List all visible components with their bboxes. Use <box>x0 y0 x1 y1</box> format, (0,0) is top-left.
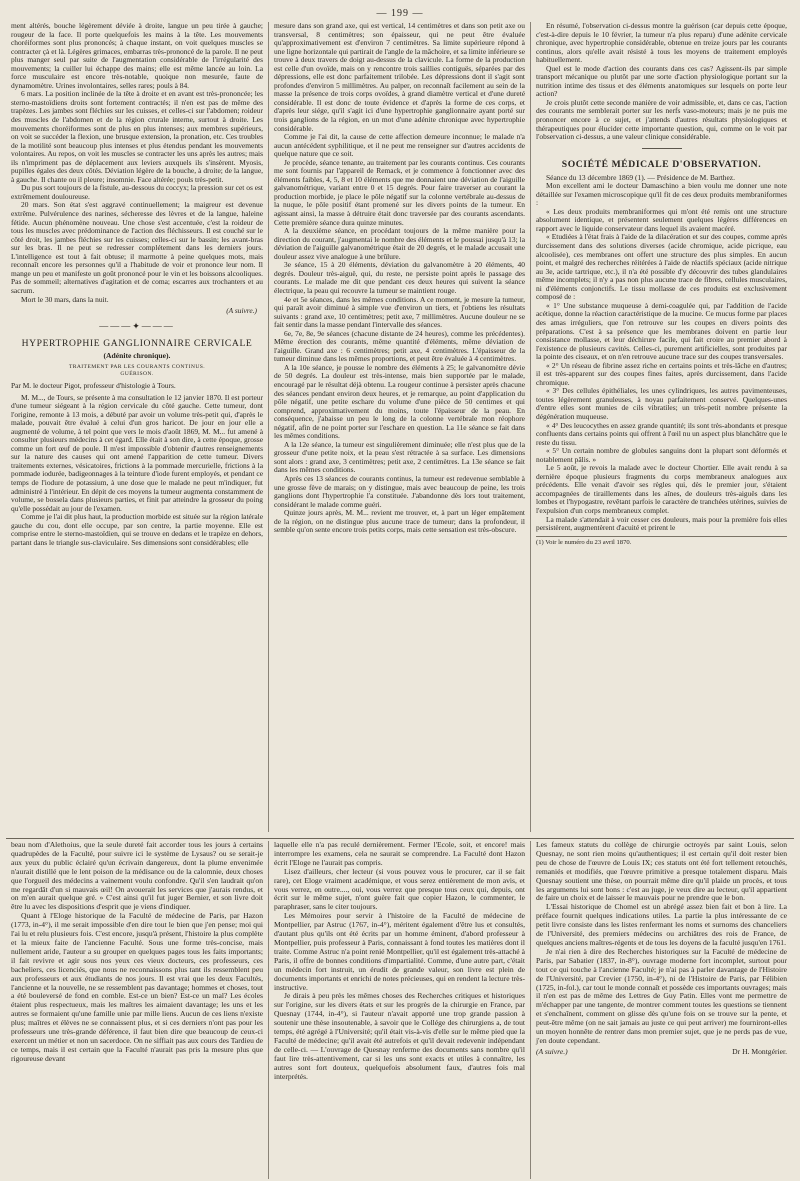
paragraph: « 4° Des leucocythes en assez grande quantité; ils sont très-abondants et presque confluents dans certains points qui offrent à l'œil nu un aspect plus blanchâtre que le reste du tissu. <box>536 420 787 447</box>
society-title: SOCIÉTÉ MÉDICALE D'OBSERVATION. <box>561 158 762 170</box>
paragraph: Je crois plutôt cette seconde manière de voir admissible, et, dans ce cas, l'action des courants me semblerait porter sur les nerfs vaso-moteurs; mais je ne puis me prononcer encore à ce sujet, et j'attends d'autres résultats physiologiques et thérapeutiques pour élucider cette importante question, qui, comme on le voit par l'observation ci-dessus, a une valeur clinique considérable. <box>536 97 787 142</box>
to-be-continued: (A suivre.) <box>226 306 257 316</box>
paragraph: ment altérés, bouche légèrement déviée à droite, langue un peu tirée à gauche; rougeur de la face. Il porte quelquefois les mains à la tête. Les mouvements choréiformes sont plus prononcés; à chaque instant, on voit quelques muscles se contracter çà et là. Légères grimaces, embarras très-prononcé de la parole. Il ne peut plus manger seul par suite de l'augmentation considérable de l'irrégularité des mouvements; la cuiller lui échappe des mains; elle est même lancée au loin. La force musculaire est encore très-notable, quoique non mesurée, faute de dynamomètre. Urines involontaires, selles rares; pouls à 84. <box>11 22 263 90</box>
paragraph: Quel est le mode d'action des courants dans ces cas? Agissent-ils par simple transport mécanique ou plutôt par une sorte d'action physiologique portant sur la nutrition intime des tissus et des éléments anatomiques sur lesquels on porte leur action? <box>536 63 787 99</box>
paragraph: « Etudiées à l'état frais à l'aide de la dilacération et sur des coupes, comme après durcissement dans des solutions diverses (acide chromique, acide picrique, eau alcoolisée), ces membranes ont offert une structure des plus simples. En aucun point, et malgré des recherches réitérées à l'aide de réactifs spéciaux (acide nitrique au 3e, acide tartrique, etc.), il n'a été possible d'y découvrir des tubes glandulaires même incomplets; il n'y a pas non plus aucune trace de fibres, cellules musculaires, ni d'éléments conjonctifs. Le tissu mollasse de ces produits est exclusivement composé de : <box>536 232 787 302</box>
paragraph: « 5° Un certain nombre de globules sanguins dont la plupart sont déformés et notablement pâlis. » <box>536 446 787 464</box>
paragraph: 3e séance, 15 à 20 éléments, déviation du galvanomètre à 20 éléments, 40 degrés. Douleur très-aiguë, qui, du reste, ne persiste point après le passage des courants. Le malade me dit que pendant ces deux heures qui suivent la séance électrique, la peau qui recouvre la tumeur se maintient rouge. <box>274 260 525 295</box>
paragraph: mesure dans son grand axe, qui est vertical, 14 centimètres et dans son petit axe ou transversal, 8 centimètres; son épaisseur, qui ne peut être évaluée qu'approximativement est d'environ 7 centimètres. Sa limite supérieure répond à une ligne horizontale qui partirait de l'angle de la mâchoire, et sa limite inférieure se trouve à deux travers de doigt au-dessus de la clavicule. La forme de la production est celle d'un ovoïde, mais on y rencontre trois saillies contiguës, séparées par des dépressions, elle est donc parfaitement trilobée. Les dépressions dont il s'agit sont profondes d'environ 5 millimètres. Au palper, on reconnaît facilement au sein de la masse la présence de trois corps ovoïdes, à grand diamètre vertical et d'une dureté considérable. Il est donc de toute évidence et d'après la forme de ces corps, et d'après leur siége, qu'il s'agit ici d'une hypertrophie ganglionnaire ayant porté sur trois ganglions de la région, en un mot d'une adénite chronique avec hypertrophie considérable. <box>274 22 525 133</box>
paragraph: laquelle elle n'a pas reculé dernièrement. Fermer l'Ecole, soit, et encore! mais interrompre les examens, cela ne saurait se comprendre. La Faculté dont Hazon écrit l'Eloge ne l'aurait pas compris. <box>274 841 525 867</box>
paragraph: 6e, 7e, 8e, 9e séances (chacune distante de 24 heures), comme les précédentes). Même érection des courants, même quantité d'éléments, même déviation de l'aiguille. Grand axe : 6 centimètres; petit axe, 4 centimètres. L'épaisseur de la tumeur diminue dans les mêmes proportions, et peut être évaluée à 4 centimètres. <box>274 328 525 364</box>
ornament-divider: ———✦——— <box>99 321 175 332</box>
paragraph: Après ces 13 séances de courants continus, la tumeur est redevenue semblable à une grosse fève de marais; on y distingue, mais avec beaucoup de peine, les trois ganglions dont l'hypertrophie l'a constituée. J'abandonne dès lors tout traitement, considérant le malade comme guéri. <box>274 473 525 509</box>
to-be-continued: (A suivre.) <box>536 1046 568 1056</box>
paragraph: Les Mémoires pour servir à l'histoire de la Faculté de médecine de Montpellier, par Astruc (1767, in-4°), méritent également d'être lus et consultés, d'autant plus qu'ils ont été écrits par un homme éminent, d'abord professeur à Montpellier, puis professeur à Paris, connaissant à fond toutes les matières dont il traite. Comme Astruc n'a point renié Montpellier, qu'il est également très-attaché à Paris, il offre de bonnes conditions d'impartialité. Comme, d'une autre part, c'était un médecin fort instruit, un érudit de grande valeur, son livre est plein de documents importants et enrichi de notes précieuses, qui en rendent la lecture très-instructive. <box>274 911 525 992</box>
article-title: HYPERTROPHIE GANGLIONNAIRE CERVICALE <box>21 338 253 350</box>
paragraph: Du pus sort toujours de la fistule, au-dessous du coccyx; la pression sur cet os est extrêmement douloureuse. <box>11 183 263 201</box>
paragraph: La malade s'attendait à voir cesser ces douleurs, mais pour la première fois elles persistèrent, augmentèrent d'acuité et prirent le <box>536 514 787 533</box>
paragraph: A la 12e séance, la tumeur est singulièrement diminuée; elle n'est plus que de la grosseur d'une petite noix, et la peau s'est rétractée à sa surface. Les dimensions sont alors : grand axe, 3 centimètres; petit axe, 2 centimètres. La 13e séance se fait dans les mêmes conditions. <box>274 439 525 475</box>
paragraph: « 2° Un réseau de fibrine assez riche en certains points et très-lâche en d'autres; il est très-apparent sur des coupes fines faites, après durcissement, dans l'acide chromique. <box>536 360 787 387</box>
paragraph: En résumé, l'observation ci-dessus montre la guérison (car depuis cette époque, c'est-à-dire depuis le 10 février, la tumeur n'a plus reparu) d'une adénite cervicale chronique, avec hypertrophie considérable, obtenue en treize jours par les courants continus, alors qu'elle avait résisté à tous les moyens de traitement employés habituellement. <box>536 22 787 65</box>
paragraph: Comme je l'ai dit plus haut, la production morbide est située sur la région latérale gauche du cou, dont elle occupe, par son centre, la partie moyenne. Elle est comprise entre le sterno-mastoïdien, qui se trouve en dedans et le trapèze en dehors, partant dans le triangle sus-claviculaire. Ses dimensions sont considérables; elle <box>11 512 263 547</box>
paragraph: 20 mars. Son état s'est aggravé continuellement; la maigreur est devenue extrême. Pulvérulence des narines, sécheresse des lèvres et de la langue, haleine fétide. Aucun phénomène nouveau. Une chose s'est accentuée, c'est la roideur de tous les muscles avec prédominance de l'action des fléchisseurs. Il est couché sur le côté droit, les jambes fléchies sur les cuisses; celles-ci sur le bassin; les avant-bras sur les bras. Il ne peut se redresser complétement dans les derniers jours. L'intelligence est tout à fait obtuse; il marmotte à peine quelques mots, mais reconnaît encore les personnes qu'il a l'habitude de voir et prononce leur nom. Il mange un peu et manifeste un goût prononcé pour le vin et les boissons alcooliques. Pas de sommeil; alternatives d'agitation et de coma; escarres aux trochanters et au sacrum. <box>11 200 263 295</box>
paragraph: 4e et 5e séances, dans les mêmes conditions. A ce moment, je mesure la tumeur, qui paraît avoir diminué à simple vue d'environ un tiers, et j'obtiens les résultats suivants : grand axe, 10 centimètres; petit axe, 7 millimètres. Aucune douleur ne se fait sentir dans la masse pendant l'intervalle des séances. <box>274 294 525 330</box>
paragraph: Le 5 août, je revois la malade avec le docteur Chortier. Elle avait rendu à sa dernière époque plusieurs fragments du corps membraneux analogues aux précédents. Elle venait d'avoir ses règles qui, dès le premier jour, s'étaient accompagnées de tiraillements dans les aînes, de douleurs très-aiguës dans les lombes et l'hypogastre, revêtant parfois le caractère de tranchées utérines, suivies de l'expulsion d'un corps membraneux complet. <box>536 463 787 515</box>
top-section <box>6 22 794 832</box>
page-number: — 199 — <box>376 8 424 19</box>
paragraph: Quinze jours après, M. M... revient me trouver, et, à part un léger empâtement de la région, on ne distingue plus aucune trace de tumeur; dans la profondeur, il semble qu'on sente encore trois petits corps, mais cette sensation est très-obscure. <box>274 508 525 535</box>
paragraph: Lisez d'ailleurs, cher lecteur (si vous pouvez vous le procurer, car il se fait rare), cet Eloge vraiment académique, et vous serez entièrement de mon avis, et vous verrez, en outre...., oui, vous verrez que presque tous ceux qui, depuis, ont écrit sur le même sujet, n'ont guère fait que copier Hazon, le commenter, le paraphraser, sans le citer toujours. <box>274 866 525 912</box>
feuilleton-signoff <box>536 1047 787 1056</box>
paragraph: beau nom d'Alethoius, que la seule dureté fait accorder tous les jours à certains quadrupèdes de la Faculté, pour suivre ici le système de Lysaus? ou se serait-je aux yeux du public éclairé qu'un écrivain dangereux, dont la plume envenimée n'aurait distillé que le lent poison de la médisance ou de la calomnie, deux choses que l'orgueil des médecins a vainement voulu confondre. Qu'il s'en laudrait qu'on me regardât d'un si mauvais œil! On avouerait les services que j'aurais rendus, et on m'en aurait quelque gré. » C'est ainsi qu'il fut juger Bernier, et son livre doit être lu avec les dispositions d'esprit que je viens d'indiquer. <box>11 841 263 912</box>
feuilleton-middle-column <box>268 841 530 1179</box>
paragraph: L'Essai historique de Chomel est un abrégé assez bien fait et bon à lire. La préface fournit quelques indications utiles. La partie la plus intéressante de ce petit livre consiste dans les listes renfermant les noms et surnoms des chanceliers de l'Université, des premiers médecins ou archiâtres des rois de France, de quelques anciens maîtres-régents et de tous les doyens de la faculté jusqu'en 1761. <box>536 902 787 947</box>
paragraph: Je procède, séance tenante, au traitement par les courants continus. Ces courants me sont fournis par l'appareil de Remack, et je commence à fonctionner avec des éléments faibles, 4, 5, 8 et 10 éléments que me donnaient une déviation de l'aiguille galvanométrique, variant entre 0 et 15 degrés. Pour faire traverser au courant la production morbide, je place le pôle négatif sur la colonne vertébrale au-dessus de la nuque, le pôle positif étant promené sur les divers points de la tumeur. En agissant ainsi, la masse à détruire était donc traversée par des courants ascendants. Cette première séance dura quinze minutes. <box>274 157 525 227</box>
feuilleton-left-column <box>6 841 268 1179</box>
article-method: TRAITEMENT PAR LES COURANTS CONTINUS. <box>68 364 206 371</box>
section-rule <box>642 148 682 149</box>
paragraph: « 3° Des cellules épithéliales, les unes cylindriques, les autres pavimenteuses, toutes légèrement granuleuses, à noyau parfaitement conservé. Quelques-unes d'entre elles sont munies de cils vibratiles; un très-petit nombre présente la dégénération muqueuse. <box>536 386 787 421</box>
paragraph: Je dirais à peu près les mêmes choses des Recherches critiques et historiques sur l'origine, sur les divers états et sur les progrès de la chirurgie en France, par Quesnay (1744, in-4°), si l'auteur n'avait apporté une trop grande passion à soutenir une thèse insoutenable, à savoir que le Collége des chirurgiens a, de tout temps, été agrégé à l'Université; qu'il était vis-à-vis d'elle sur le même pied que la Faculté de médecine; qu'il avait été autrefois et qu'il devait redevenir indépendant de celle-ci. — L'ouvrage de Quesnay renferme des documents sans nombre qu'il faut lire très-attentivement, car si les uns sont exacts et utiles à connaître, les autres sont fort douteux, quelquefois absolument faux, d'autres fois mal interprétés. <box>274 991 525 1081</box>
paragraph: A la 10e séance, je pousse le nombre des éléments à 25; le galvanomètre dévie de 50 degrés. La douleur est très-intense, mais bien supportée par le malade, encouragé par le résultat déjà obtenu. La rougeur continue à persister après chacune des séances pendant environ deux heures, et je remarque, au point d'application du pôle négatif, une petite eschare du volume d'une pièce de 50 centimes et qui comprend, approximativement du moins, toute l'épaisseur de la peau. En conséquence, j'abaisse un peu le long de la colonne vertébrale mon réophore négatif, afin de ne point porter sur l'eschare en question. La 11e séance se fait dans les mêmes conditions. <box>274 362 525 441</box>
paragraph: Quant à l'Eloge historique de la Faculté de médecine de Paris, par Hazon (1773, in-4°), il me serait impossible d'en dire tout le bien que j'en pense; moi qui l'ai lu et relu plusieurs fois. C'est encore, jusqu'à présent, l'histoire la plus complète et la mieux faite de l'ancienne Faculté. Sous une forme très-concise, mais nullement aride, l'auteur a su grouper en quelques pages tous les faits importants; il fait revivre et agir sous nos yeux ces vieux docteurs, ces professeurs, ces bacheliers, ces licenciés, que nous ne reconnaissons plus tant ils ressemblent peu aux professeurs et aux étudiants de nos jours. Il est vrai que les deux Facultés, l'ancienne et la nouvelle, ne se ressemblent pas davantage; hommes et choses, tout a été bouleversé de fond en comble. Est-ce un bien? Est-ce un mal? Les écoles étaient plus respectueux, mais les maîtres les aimaient davantage; les uns et les autres se formaient qu'une famille unie par mille liens. Aucun de ces liens n'existe plus; maîtres et élèves ne se connaissent plus, et si ces derniers n'ont pas pour les professeurs une très-grande déférence, il faut bien dire que beaucoup de ceux-ci exercent un métier et non un sacerdoce. On ne siffiait pas aux cours des Tardieu de ce temps, mais il est certain que la Faculté n'aurait pas pris la mesure plus que rigoureuse devant <box>11 911 263 1063</box>
paragraph: 6 mars. La position inclinée de la tête à droite et en avant est très-prononcée; les sterno-mastoïdiens droits sont fortement contractés; il n'en est pas de même des trapèzes. Les jambes sont fléchies sur les cuisses, et celles-ci sur l'abdomen; roideur des muscles de l'abdomen et de la région crurale interne, surtout à droite. Les mouvements choréiformes sont de plus en plus intenses; aux membres supérieurs, on voit se succéder la flexion, une brusque extension, la pronation, etc. Ces troubles de la motilité sont beaucoup plus intenses et plus étendus pendant les mouvements volontaires. Au repos, on voit les muscles se contracter les uns après les autres; mais ils n'impriment pas de déplacement aux leviers auxquels ils s'insèrent. Myosis, pupilles égales des deux côtés. Déviation légère de la bouche, à droite; de la langue, à gauche. Il chante ou il pleure; insomnie. Face altérée; pouls très-petit. <box>11 89 263 184</box>
feuilleton-right-column <box>530 841 792 1179</box>
footnote: (1) Voir le numéro du 23 avril 1870. <box>536 536 787 547</box>
paragraph: A la deuxième séance, en procédant toujours de la même manière pour la direction du courant, j'augmentai le nombre des éléments et le poussai jusqu'à 13; la déviation de l'aiguille galvanométrique était de 20 degrés, et le malade accusait une douleur assez vive analogue à une brûlure. <box>274 226 525 261</box>
paragraph: Mort le 30 mars, dans la nuit. <box>21 294 109 304</box>
paragraph: Comme je l'ai dit, la cause de cette affection demeure inconnue; le malade n'a aucun antécédent syphilitique, et il ne peut me renseigner sur d'autres accidents de quelque nature que ce soit. <box>274 132 525 159</box>
byline: Par M. le docteur Pigot, professeur d'histologie à Tours. <box>11 381 176 391</box>
middle-column <box>268 22 530 832</box>
paragraph: Les fameux statuts du collège de chirurgie octroyés par saint Louis, selon Quesnay, ne sont rien moins qu'authentiques; il est certain qu'il doit rester bien peu de chose de l'œuvre de Louis IX; ces statuts ont été fort tellement retouchés, remaniés et modifiés, que l'œuvre primitive a presque totalement disparu. Mais Quesnay soutient une thèse, on pourrait même dire qu'il plaide un procès, et tous les arguments lui sont bons : c'est au juge, je veux dire au lecteur, qu'il appartient de faire un choix et de laisser le mauvais pour ne prendre que le bon. <box>536 841 787 903</box>
session-line: Séance du 13 décembre 1869 (1). — Présidence de M. Barthez. <box>546 172 735 182</box>
left-column <box>6 22 268 832</box>
paragraph: Mon excellent ami le docteur Damaschino a bien voulu me donner une note détaillée sur l'examen microscopique qu'il fit de ces deux produits membraniformes : <box>536 181 787 208</box>
article-result: GUÉRISON. <box>120 371 154 378</box>
right-column <box>530 22 792 832</box>
author-signature: Dr H. Montgérier. <box>732 1046 787 1056</box>
paragraph: Je n'ai rien à dire des Recherches historiques sur la Faculté de médecine de Paris, par Sabatier (1837, in-8°), ouvrage moderne fort incomplet, surtout pour tout ce qui touche à l'ancienne Faculté; je n'ai pas à parler davantage de l'Histoire de l'Université, par Crevier (1750, in-4°), ni de l'Histoire de Paris, par Félibien (1725, in-fol.), car tout le monde connaît et possède ces importants ouvrages; mais il n'en est pas de même des Lettres de Guy Patin. Elles vont me permettre de m'échapper par une tangente, de montrer comment toutes les questions se tiennent et s'enchaînent, comment on glisse dès qu'une fois on se trouve sur la pente, et peut-être même (on ne sait jamais au juste ce qui peut arriver) me fourniront-elles un moyen honnête de rentrer dans mon premier sujet, que je ne perds pas de vue, j'en doute cependant. <box>536 946 787 1045</box>
feuilleton-section <box>6 838 794 1179</box>
paragraph: M. M..., de Tours, se présente à ma consultation le 12 janvier 1870. Il est porteur d'une tumeur siégeant à la région cervicale du côté gauche. Cette tumeur, dont l'origine, remonte à 13 mois, a débuté par avoir un volume très-petit qui, d'après le malade, pouvait être évalué à celui d'un gros haricot. De jour en jour elle a augmenté de volume, à tel point que vers le mois d'août 1869, M. M... fut amené à consulter plusieurs médecins à cet égard. Elle était à son dire, à cette époque, grosse comme un fort œuf de poule. Il m'est impossible d'obtenir d'autres renseignements sur la nature des causes qui ont amené l'apparition de cette tumeur. Divers traitements externes, vésicatoires, frictions à la pommade mercurielle, frictions à la pommade iodurée, badigeonnages à la teinture d'iode furent employés, et pendant ce temps de l'iodure de potassium, à une dose que le malade ne peut m'indiquer, fut administré à l'intérieur. En dépit de ces moyens la tumeur augmenta constamment de volume, se bossela dans plusieurs parties, et finit par atteindre la grosseur du poing qu'elle possédait au jour de l'examen. <box>11 392 263 513</box>
paragraph: « 1° Une substance muqueuse à demi-coagulée qui, par l'addition de l'acide acétique, donne la réaction caractéristique de la mucine. Ce mucus forme par places des amas irréguliers, que l'on retrouve sur les coupes en divers points des préparations. C'est à sa présence que les membranes doivent en partie leur consistance mollasse, et leur déchirure facile, qui fait croire au premier abord à l'existence de plusieurs cavités. Celles-ci, purement artificielles, sont produites par la pointe des ciseaux, et on n'en retrouve aucune trace sur des coupes transversales. <box>536 300 787 362</box>
paragraph: « Les deux produits membraniformes qui m'ont été remis ont une structure absolument identique, et présentent seulement quelques légères différences en rapport avec le liquide conservateur dans lequel ils avaient macéré. <box>536 206 787 233</box>
article-subtitle: (Adénite chronique). <box>103 351 171 361</box>
